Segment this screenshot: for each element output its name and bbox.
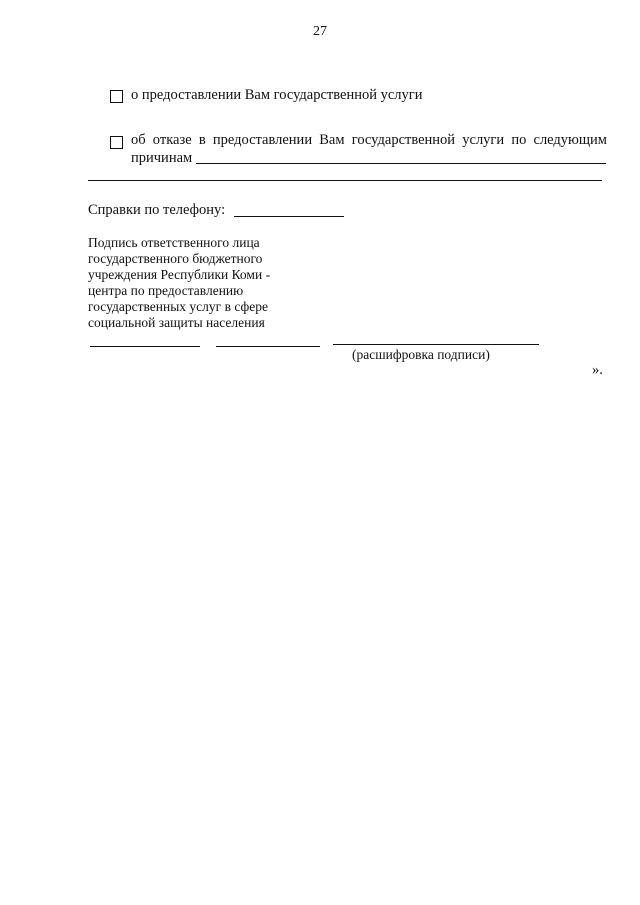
option-refusal-label-line1: об отказе в предоставлении Вам государственной услуги по следующим [131, 132, 607, 148]
signer-line: социальной защиты населения [88, 315, 265, 330]
signature-caption: (расшифровка подписи) [352, 347, 490, 362]
signer-line: центра по предоставлению [88, 283, 244, 298]
checkbox-refusal[interactable] [110, 136, 123, 149]
signer-line: Подпись ответственного лица [88, 235, 260, 250]
signer-line: учреждения Республики Коми - [88, 267, 271, 282]
refusal-reason-line[interactable] [196, 163, 606, 164]
option-provision-label: о предоставлении Вам государственной услуги [131, 87, 423, 103]
phone-line[interactable] [234, 216, 344, 217]
phone-label: Справки по телефону: [88, 202, 226, 218]
signature-line[interactable] [216, 346, 320, 347]
option-refusal-label-line2: причинам [131, 150, 193, 166]
signer-line: государственных услуг в сфере [88, 299, 268, 314]
page-number: 27 [313, 24, 327, 39]
refusal-reason-line-2[interactable] [88, 180, 602, 181]
signature-decoding-line[interactable] [333, 344, 539, 345]
signer-line: государственного бюджетного [88, 251, 263, 266]
checkbox-provision[interactable] [110, 90, 123, 103]
signer-title [88, 235, 328, 331]
date-line[interactable] [90, 346, 200, 347]
closing-quote: ». [592, 362, 603, 378]
